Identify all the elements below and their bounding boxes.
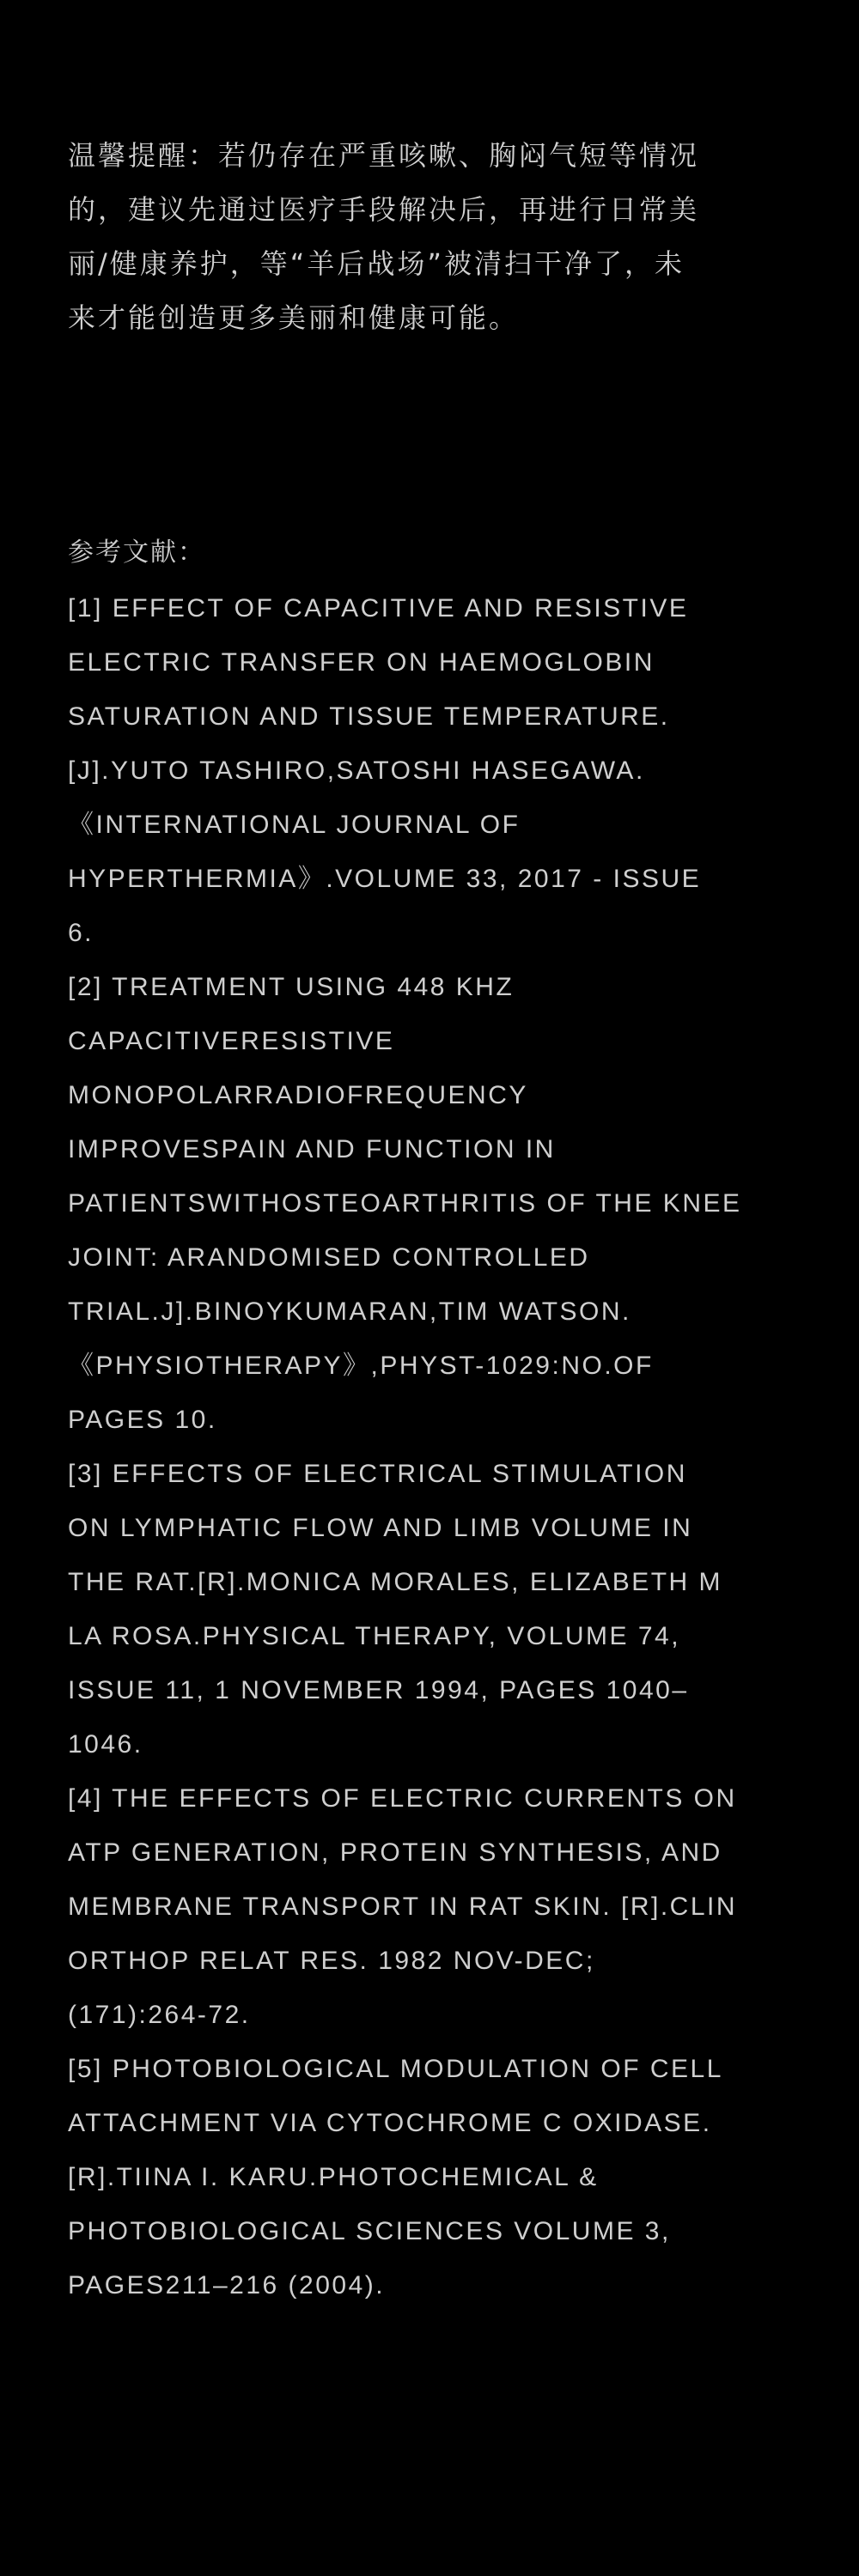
reminder-line: 温馨提醒：若仍存在严重咳嗽、胸闷气短等情况 — [68, 139, 700, 172]
reference-line: 6. — [68, 919, 94, 947]
reference-line: ATP GENERATION, PROTEIN SYNTHESIS, AND — [68, 1838, 722, 1867]
reminder-line: 丽/健康养护，等“羊后战场”被清扫干净了，未 — [68, 247, 685, 280]
reference-line: (171):264-72. — [68, 2001, 251, 2029]
reference-line: [4] THE EFFECTS OF ELECTRIC CURRENTS ON — [68, 1784, 737, 1813]
reference-line: PAGES211–216 (2004). — [68, 2271, 386, 2300]
reference-line: 《INTERNATIONAL JOURNAL OF — [68, 811, 521, 839]
reference-line: ELECTRIC TRANSFER ON HAEMOGLOBIN — [68, 648, 655, 677]
reference-line: PAGES 10. — [68, 1406, 217, 1434]
reference-line: LA ROSA.PHYSICAL THERAPY, VOLUME 74, — [68, 1622, 681, 1650]
references-section — [68, 526, 789, 2312]
article-content — [68, 129, 789, 2312]
reference-line: [2] TREATMENT USING 448 KHZ — [68, 973, 515, 1001]
reference-line: 1046. — [68, 1730, 143, 1759]
reference-line: SATURATION AND TISSUE TEMPERATURE. — [68, 702, 670, 731]
reference-line: [1] EFFECT OF CAPACITIVE AND RESISTIVE — [68, 594, 689, 623]
reference-line: THE RAT.[R].MONICA MORALES, ELIZABETH M — [68, 1568, 723, 1596]
reminder-paragraph — [68, 129, 789, 345]
reference-line: PATIENTSWITHOSTEOARTHRITIS OF THE KNEE — [68, 1189, 742, 1218]
reminder-line: 的，建议先通过医疗手段解决后，再进行日常美 — [68, 193, 700, 226]
reference-line: TRIAL.J].BINOYKUMARAN,TIM WATSON. — [68, 1297, 631, 1326]
reference-item-3 — [68, 1447, 789, 1771]
reference-line: [5] PHOTOBIOLOGICAL MODULATION OF CELL — [68, 2055, 723, 2083]
reference-line: 《PHYSIOTHERAPY》,PHYST-1029:NO.OF — [68, 1352, 654, 1380]
reminder-line: 来才能创造更多美丽和健康可能。 — [68, 301, 520, 334]
reference-line: [R].TIINA I. KARU.PHOTOCHEMICAL & — [68, 2163, 599, 2191]
reference-item-2 — [68, 960, 789, 1447]
reference-item-1 — [68, 581, 789, 960]
references-list — [68, 581, 789, 2312]
reference-line: CAPACITIVERESISTIVE — [68, 1027, 395, 1055]
reference-line: ISSUE 11, 1 NOVEMBER 1994, PAGES 1040– — [68, 1676, 689, 1704]
reference-line: IMPROVESPAIN AND FUNCTION IN — [68, 1135, 556, 1163]
reference-line: ATTACHMENT VIA CYTOCHROME C OXIDASE. — [68, 2109, 712, 2137]
reference-line: [J].YUTO TASHIRO,SATOSHI HASEGAWA. — [68, 756, 645, 785]
reference-line: MONOPOLARRADIOFREQUENCY — [68, 1081, 528, 1109]
reference-line: ON LYMPHATIC FLOW AND LIMB VOLUME IN — [68, 1514, 693, 1542]
reference-item-5 — [68, 2042, 789, 2312]
references-title: 参考文献： — [68, 538, 205, 568]
reference-line: JOINT: ARANDOMISED CONTROLLED — [68, 1243, 590, 1272]
reference-item-4 — [68, 1771, 789, 2042]
reference-line: [3] EFFECTS OF ELECTRICAL STIMULATION — [68, 1460, 687, 1488]
reference-line: PHOTOBIOLOGICAL SCIENCES VOLUME 3, — [68, 2217, 671, 2245]
reference-line: MEMBRANE TRANSPORT IN RAT SKIN. [R].CLIN — [68, 1893, 738, 1921]
reference-line: HYPERTHERMIA》.VOLUME 33, 2017 - ISSUE — [68, 865, 702, 893]
reference-line: ORTHOP RELAT RES. 1982 NOV-DEC; — [68, 1947, 595, 1975]
